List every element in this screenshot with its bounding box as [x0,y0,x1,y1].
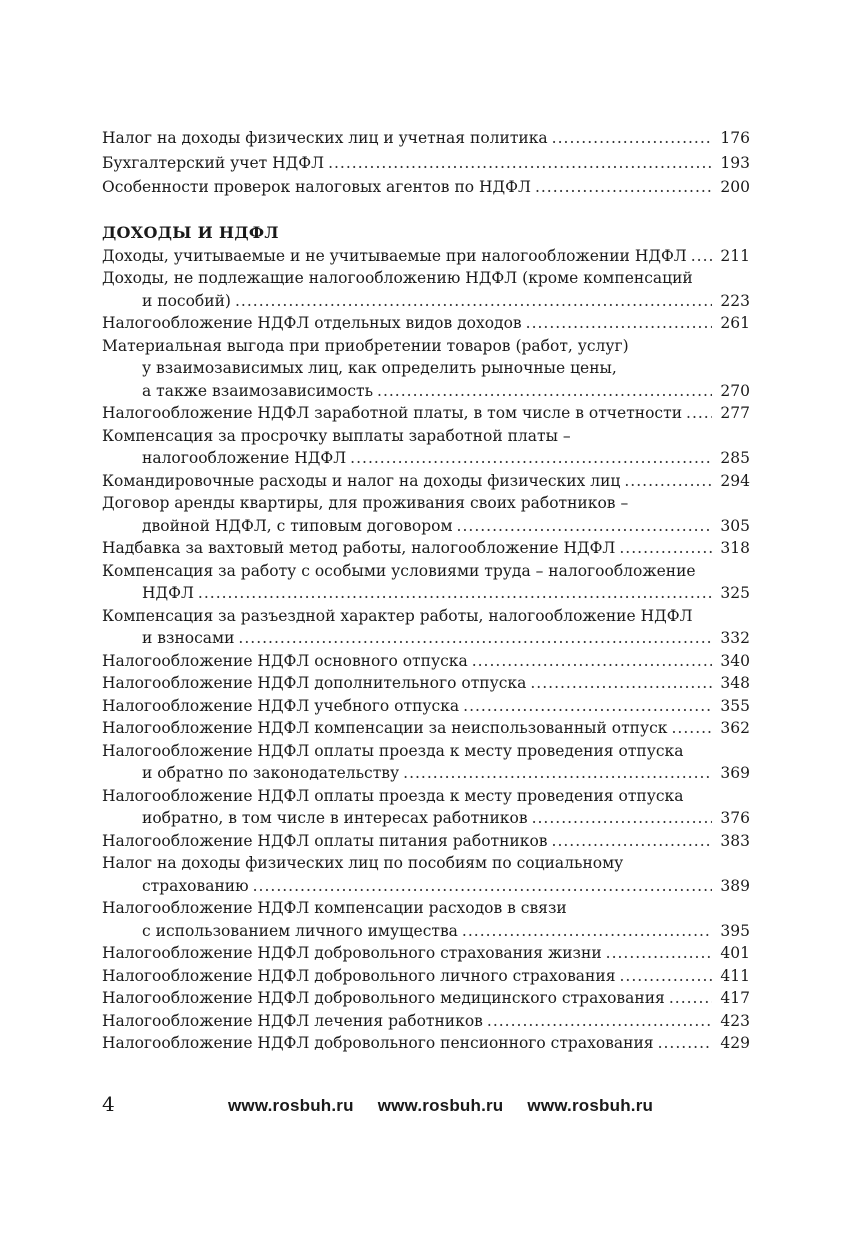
toc-entry[interactable] [102,126,750,151]
toc-page-number: 389 [720,876,750,895]
toc-entry-title: Налогообложение НДФЛ добровольного личного страхования [102,966,616,985]
toc-entry-line [102,875,750,898]
toc-entry-title: Налог на доходы физических лиц и учетная политика [102,129,548,147]
footer-url[interactable]: www.rosbuh.ru [377,1096,504,1115]
toc-page-number: 223 [720,291,750,310]
toc-entry[interactable] [102,852,750,897]
toc-entry-title: Налогообложение НДФЛ заработной платы, в том числе в отчетности [102,404,683,422]
toc-page-number: 332 [720,629,750,647]
toc-entry-title: Налогообложение НДФЛ лечения работников [102,1011,483,1030]
dot-leader [403,762,712,785]
toc-entry-title: Налогообложение НДФЛ добровольного страхования жизни [102,944,602,962]
toc-entry-line [102,762,750,785]
toc-entry-title: двойной НДФЛ, с типовым договором [142,516,453,535]
toc-entry-line [102,515,750,538]
toc-entry-title: Договор аренды квартиры, для проживания своих работников – [102,494,629,512]
toc-entry-title: а также взаимозависимость [142,381,374,400]
toc-page-number: 411 [720,966,750,985]
toc-entry[interactable] [102,942,750,965]
toc-entry-line [102,650,750,673]
toc-page-number: 340 [720,651,750,670]
toc-entry-line [102,126,750,151]
toc-page-number: 325 [720,584,750,602]
dot-leader [487,1010,712,1033]
toc-entry-title: Материальная выгода при приобретении товаров (работ, услуг) [102,336,629,355]
toc-entry-line [102,175,750,200]
toc-entry[interactable] [102,492,750,537]
toc-entry-title: и взносами [142,629,235,647]
toc-entry-line [102,290,750,313]
dot-leader [235,290,712,313]
toc-entry[interactable] [102,470,750,493]
toc-entry-title: Налогообложение НДФЛ учебного отпуска [102,696,460,715]
dot-leader [552,830,712,853]
toc-page-number: 369 [720,764,750,782]
toc-page-number: 294 [720,471,750,490]
toc-entry-line [102,425,750,448]
toc-page-number: 417 [720,989,750,1007]
dot-leader [530,672,712,695]
toc-entry-line [102,920,750,943]
toc-entry-title: Бухгалтерский учет НДФЛ [102,153,325,172]
toc-entry-line [102,380,750,403]
toc-entry-line [102,672,750,695]
dot-leader [238,627,712,650]
toc-entry[interactable] [102,965,750,988]
toc-page-number: 355 [720,696,750,715]
page-number: 4 [102,1092,115,1116]
toc-entry[interactable] [102,785,750,830]
toc-entry-line [102,965,750,988]
toc-entry-line [102,560,750,583]
dot-leader [671,717,712,740]
toc-page-number: 395 [720,921,750,940]
dot-leader [619,965,712,988]
toc-entry-title: Налогообложение НДФЛ оплаты проезда к месту проведения отпуска [102,741,684,760]
spacer [102,200,750,222]
dot-leader [658,1032,712,1055]
toc-entry-line [102,151,750,176]
toc-entry-title: Налогообложение НДФЛ оплаты проезда к месту проведения отпуска [102,786,684,805]
toc-page-number: 211 [720,246,750,265]
toc-entry[interactable] [102,672,750,695]
toc-page-number: 383 [720,831,750,850]
toc-page-number: 200 [720,178,750,196]
toc-entry[interactable] [102,717,750,740]
toc-page-number: 376 [720,809,750,827]
toc-entry[interactable] [102,695,750,718]
toc-page-number: 270 [720,381,750,400]
toc-entry-line [102,447,750,470]
dot-leader [669,987,712,1010]
toc-page-number: 305 [720,516,750,535]
dot-leader [463,695,712,718]
toc-entry-title: с использованием личного имущества [142,921,458,940]
toc-entry-line [102,582,750,605]
dot-leader [526,312,712,335]
toc-entry-line [102,717,750,740]
toc-page-number: 429 [720,1034,750,1052]
toc-entry[interactable] [102,335,750,403]
toc-entry[interactable] [102,897,750,942]
toc-page-number: 423 [720,1011,750,1030]
toc-entry[interactable] [102,987,750,1010]
toc-entry-line [102,785,750,808]
toc-entry-title: Налогообложение НДФЛ добровольного медицинского страхования [102,989,665,1007]
toc-entry-line [102,695,750,718]
toc-entry-title: Налогообложение НДФЛ отдельных видов доходов [102,314,522,332]
toc-entry-line [102,740,750,763]
toc-entry-title: Доходы, не подлежащие налогообложению НДФЛ (кроме компенсаций [102,269,693,287]
dot-leader [377,380,712,403]
toc-entry[interactable] [102,245,750,268]
toc-entry-title: Налогообложение НДФЛ компенсации расходов в связи [102,899,567,917]
dot-leader [350,447,712,470]
toc-entry-line [102,627,750,650]
toc-entry[interactable] [102,267,750,312]
toc-group-tax-accounting [102,126,750,200]
toc-entry-title: Надбавка за вахтовый метод работы, налогообложение НДФЛ [102,539,616,557]
toc-entry-line [102,897,750,920]
dot-leader [624,470,712,493]
dot-leader [328,151,712,176]
toc-page-number: 362 [720,719,750,737]
dot-leader [472,650,712,673]
toc-entry[interactable] [102,830,750,853]
toc-page-number: 318 [720,539,750,557]
toc-entry-line [102,1032,750,1055]
toc-entry-title: НДФЛ [142,584,194,602]
toc-entry-title: и пособий) [142,291,231,310]
toc-entry[interactable] [102,402,750,425]
toc-entry-line [102,470,750,493]
toc-entry-title: иобратно, в том числе в интересах работников [142,809,528,827]
toc-group-income-ndfl [102,245,750,1055]
toc-entry-title: у взаимозависимых лиц, как определить рыночные цены, [142,359,617,377]
toc-entry[interactable] [102,1032,750,1055]
toc-entry-line [102,1010,750,1033]
toc-entry-title: налогообложение НДФЛ [142,449,347,467]
toc-entry-line [102,357,750,380]
toc-entry-title: Налогообложение НДФЛ основного отпуска [102,651,468,670]
toc-entry-title: Доходы, учитываемые и не учитываемые при налогообложении НДФЛ [102,246,687,265]
toc-entry[interactable] [102,1010,750,1033]
toc-entry-line [102,942,750,965]
toc-entry-line [102,402,750,425]
toc-entry-line [102,492,750,515]
dot-leader [253,875,712,898]
toc-entry[interactable] [102,740,750,785]
page-footer [102,1092,750,1120]
toc-entry-line [102,245,750,268]
dot-leader [532,807,712,830]
dot-leader [462,920,712,943]
toc-entry-title: Налогообложение НДФЛ компенсации за неиспользованный отпуск [102,719,668,737]
toc-entry-title: Налог на доходы физических лиц по пособиям по социальному [102,854,624,872]
toc-entry[interactable] [102,560,750,605]
toc-entry-line [102,335,750,358]
footer-url[interactable]: www.rosbuh.ru [228,1096,354,1115]
toc-entry-line [102,830,750,853]
toc-entry-title: Налогообложение НДФЛ дополнительного отпуска [102,674,527,692]
toc-entry-line [102,605,750,628]
toc-entry[interactable] [102,151,750,176]
toc-entry-line [102,852,750,875]
toc-entry-title: Налогообложение НДФЛ оплаты питания работников [102,831,548,850]
toc-page-number: 348 [720,674,750,692]
dot-leader [686,402,712,425]
section-heading: ДОХОДЫ И НДФЛ [102,222,279,242]
toc-entry[interactable] [102,175,750,200]
toc-page-number: 277 [720,404,750,422]
toc-entry-title: Налогообложение НДФЛ добровольного пенсионного страхования [102,1034,654,1052]
toc-entry[interactable] [102,537,750,560]
dot-leader [619,537,712,560]
toc-entry-line [102,537,750,560]
toc-page-number: 176 [720,129,750,147]
toc-entry-title: и обратно по законодательству [142,764,400,782]
toc-entry[interactable] [102,650,750,673]
footer-url[interactable]: www.rosbuh.ru [527,1096,654,1115]
dot-leader [691,245,712,268]
toc-page-number: 285 [720,449,750,467]
toc-entry-title: Командировочные расходы и налог на доходы физических лиц [102,471,621,490]
toc-entry-line [102,312,750,335]
toc-page-number: 401 [720,944,750,962]
dot-leader [535,175,712,200]
dot-leader [457,515,712,538]
dot-leader [198,582,712,605]
dot-leader [606,942,712,965]
toc-entry[interactable] [102,605,750,650]
toc-entry-title: Компенсация за работу с особыми условиями труда – налогообложение [102,561,696,580]
toc-entry-title: Компенсация за разъездной характер работы, налогообложение НДФЛ [102,606,693,625]
toc-page-number: 193 [720,153,750,172]
toc-entry-title: Компенсация за просрочку выплаты заработной платы – [102,426,571,445]
toc-entry-title: Особенности проверок налоговых агентов по НДФЛ [102,178,531,196]
toc-entry[interactable] [102,425,750,470]
toc-entry-line [102,987,750,1010]
toc-page-number: 261 [720,314,750,332]
toc-entry-line [102,267,750,290]
toc-page [102,126,750,1055]
toc-entry[interactable] [102,312,750,335]
dot-leader [552,126,712,151]
toc-entry-line [102,807,750,830]
toc-entry-title: страхованию [142,876,249,895]
